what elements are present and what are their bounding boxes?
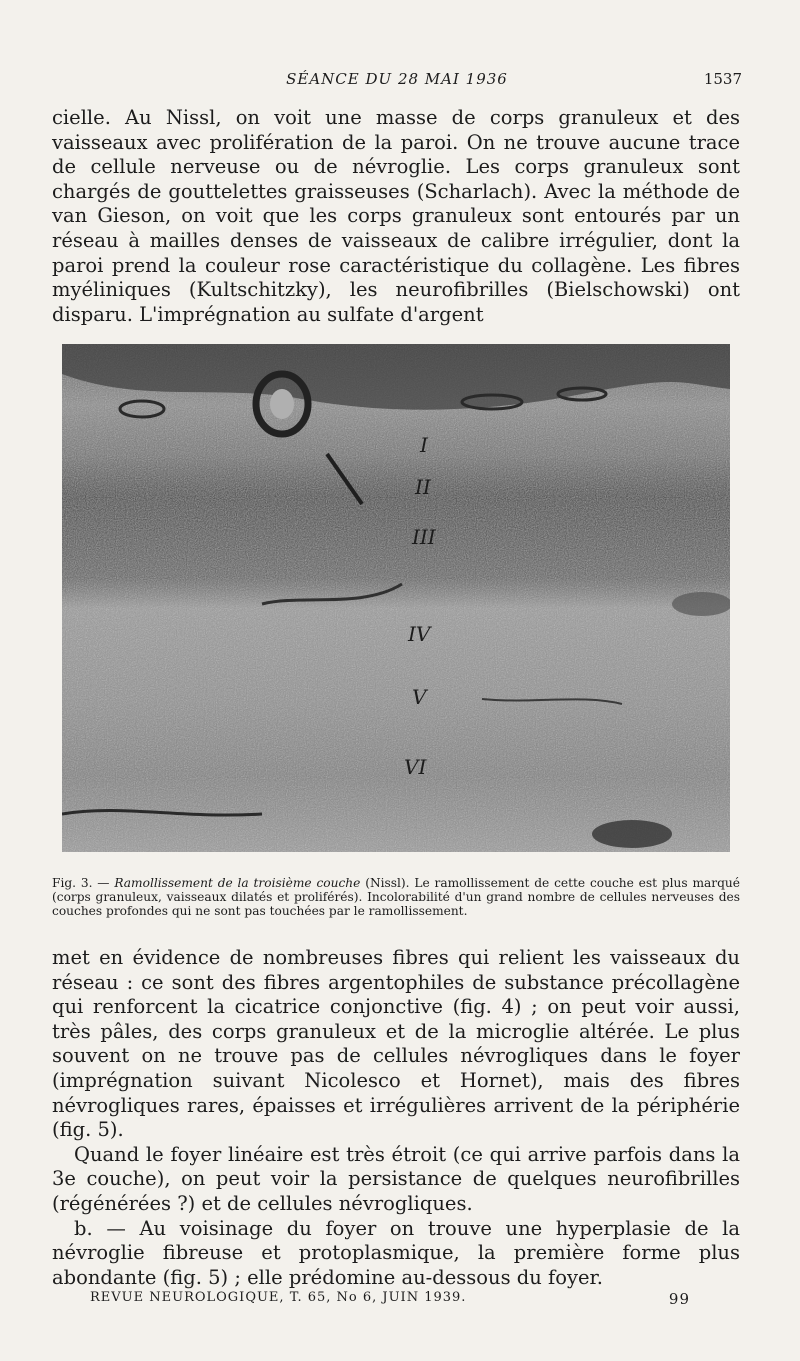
footer [90,1290,690,1312]
micrograph-figure [62,344,730,852]
micrograph-image [62,344,730,852]
figure-caption: Fig. 3. — Ramollissement de la troisième couche (Nissl). Le ramollissement de cette couche est plus marqué (corps granuleux, vaisseaux dilatés et proliférés). Incolorabilité d'un grand nombre de cellules nerveuses des couches profondes qui ne sont pas touchées par le ramollissement. [52,876,740,919]
paragraph: met en évidence de nombreuses fibres qui relient les vaisseaux du réseau : ce sont des fibres argentophiles de substance précollagène qui renforcent la cicatrice conjonctive (fig. 4) ; on peut voir aussi, très pâles, des corps granuleux et de la microglie altérée. Le plus souvent on ne trouve pas de cellules névrogliques dans le foyer (imprégnation suivant Nicolesco et Hornet), mais des fibres névrogliques rares, épaisses et irrégulières arrivent de la périphérie (fig. 5). [52,946,740,1142]
layer-label-vi: VI [404,755,427,779]
paragraph: Quand le foyer linéaire est très étroit (ce qui arrive parfois dans la 3e couche), on peut voir la persistance de quelques neurofibrilles (régénérées ?) et de cellules névrogliques. [52,1142,740,1215]
layer-label-i: I [420,433,428,457]
caption-title: Ramollissement de la troisième couche [114,876,361,890]
paragraph: b. — Au voisinage du foyer on trouve une hyperplasie de la névroglie fibreuse et protoplasmique, la première forme plus abondante (fig. 5) ; elle prédomine au-dessous du foyer. [52,1216,740,1289]
layer-label-ii: II [415,475,431,499]
caption-label: Fig. 3. [52,876,93,890]
running-title: SÉANCE DU 28 MAI 1936 [286,70,508,88]
running-head [52,70,742,94]
layer-label-v: V [412,685,427,709]
footer-page-number: 99 [668,1290,690,1308]
caption-text: (Nissl). Le ramollissement de cette couche est plus marqué (corps granuleux, vaisseaux dilatés et proliférés). Incolorabilité d'un grand nombre de cellules nerveuses des couches profondes qui ne sont pas touchées par le ramollissement. [52,876,740,919]
journal-citation: REVUE NEUROLOGIQUE, T. 65, No 6, JUIN 1939. [90,1290,467,1305]
page-number: 1537 [703,70,742,88]
paragraph: cielle. Au Nissl, on voit une masse de corps granuleux et des vaisseaux avec prolifération de la paroi. On ne trouve aucune trace de cellule nerveuse ou de névroglie. Les corps granuleux sont chargés de gouttelettes graisseuses (Scharlach). Avec la méthode de van Gieson, on voit que les corps granuleux sont entourés par un réseau à mailles denses de vaisseaux de calibre irrégulier, dont la paroi prend la couleur rose caractéristique du collagène. Les fibres myéliniques (Kultschitzky), les neurofibrilles (Bielschowski) ont disparu. L'imprégnation au sulfate d'argent [52,106,740,326]
text-block-top [52,106,740,327]
layer-label-iii: III [412,525,436,549]
text-block-bottom [52,946,740,1290]
layer-label-iv: IV [408,622,431,646]
